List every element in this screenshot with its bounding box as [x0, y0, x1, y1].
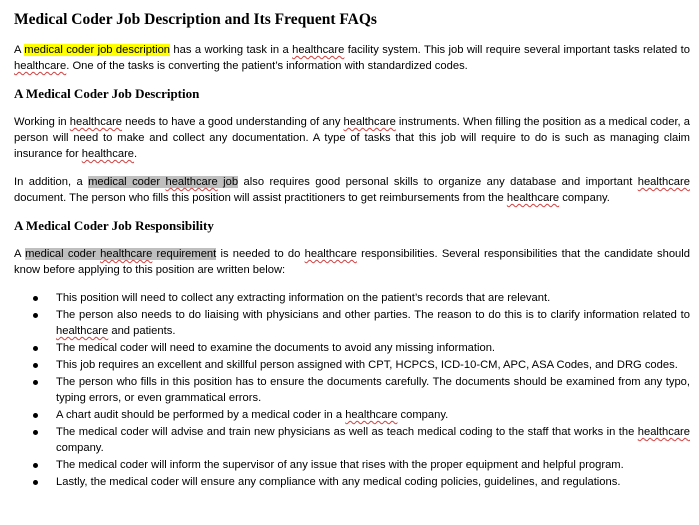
spelling-flag[interactable]: healthcare [81, 148, 135, 160]
spelling-flag[interactable]: healthcare [637, 176, 690, 188]
responsibility-paragraph: A medical coder healthcare requirement is needed to do healthcare responsibilities. Several responsibilities that the candidate should know before applying to this position are written below: [14, 248, 690, 276]
spelling-flag[interactable]: healthcare [292, 44, 345, 56]
page-title: Medical Coder Job Description and Its Frequent FAQs [14, 11, 377, 28]
list-item: The medical coder will need to examine the documents to avoid any missing information. [14, 340, 690, 356]
bullet-icon [33, 463, 38, 468]
spelling-flag[interactable]: healthcare [100, 248, 153, 260]
highlighted-keyword: medical coder healthcare requirement [25, 248, 217, 260]
spelling-flag[interactable]: healthcare [304, 248, 357, 260]
list-item: The medical coder will advise and train new physicians as well as teach medical coding to the staff that works in the healthcare company. [14, 424, 690, 456]
description-paragraph-1: Working in healthcare needs to have a good understanding of any healthcare instruments. When filling the position as a medical coder, a person will need to make and collect any documentation. A type of tasks that this job will require to do is such as managing claim insurance for healthcare. [14, 116, 691, 160]
bullet-icon [33, 430, 38, 435]
list-item: This job requires an excellent and skillful person assigned with CPT, HCPCS, ICD-10-CM, APC, ASA Codes, and DRG codes. [14, 357, 690, 373]
list-item: The person also needs to do liaising with physicians and other parties. The reason to do this is to clarify information related to healthcare and patients. [14, 307, 690, 339]
spelling-flag[interactable]: healthcare [637, 426, 690, 438]
list-item: The person who fills in this position has to ensure the documents carefully. The documents should be examined from any typo, typing errors, or even grammatical errors. [14, 374, 690, 406]
bullet-icon [33, 313, 38, 318]
bullet-icon [33, 296, 38, 301]
section-heading-responsibility: A Medical Coder Job Responsibility [14, 218, 214, 233]
highlighted-keyword: medical coder healthcare job [88, 176, 239, 188]
section-heading-description: A Medical Coder Job Description [14, 86, 200, 101]
list-item: This position will need to collect any extracting information on the patient’s records that are relevant. [14, 290, 690, 306]
spelling-flag[interactable]: healthcare [69, 116, 123, 128]
responsibility-list [14, 290, 690, 490]
list-item: The medical coder will inform the supervisor of any issue that rises with the proper equipment and helpful program. [14, 457, 690, 473]
bullet-icon [33, 413, 38, 418]
spelling-flag[interactable]: healthcare [56, 325, 109, 337]
spelling-flag[interactable]: healthcare [345, 409, 398, 421]
bullet-icon [33, 380, 38, 385]
spelling-flag[interactable]: healthcare [506, 192, 560, 204]
bullet-icon [33, 363, 38, 368]
spelling-flag[interactable]: healthcare [14, 60, 67, 72]
spelling-flag[interactable]: healthcare [165, 176, 218, 188]
bullet-icon [33, 346, 38, 351]
highlighted-keyword: medical coder job description [24, 44, 171, 56]
spelling-flag[interactable]: healthcare [343, 116, 396, 128]
list-item: A chart audit should be performed by a medical coder in a healthcare company. [14, 407, 690, 423]
description-paragraph-2: In addition, a medical coder healthcare job also requires good personal skills to organize any database and important healthcare document. The person who fills this position will assist practitioners to get reimbursements from the healthcare company. [14, 176, 690, 204]
list-item: Lastly, the medical coder will ensure any compliance with any medical coding policies, guidelines, and regulations. [14, 474, 690, 490]
intro-paragraph: A medical coder job description has a working task in a healthcare facility system. This job will require several important tasks related to healthcare. One of the tasks is converting the patient’s information with standardized codes. [14, 44, 690, 72]
bullet-icon [33, 480, 38, 485]
